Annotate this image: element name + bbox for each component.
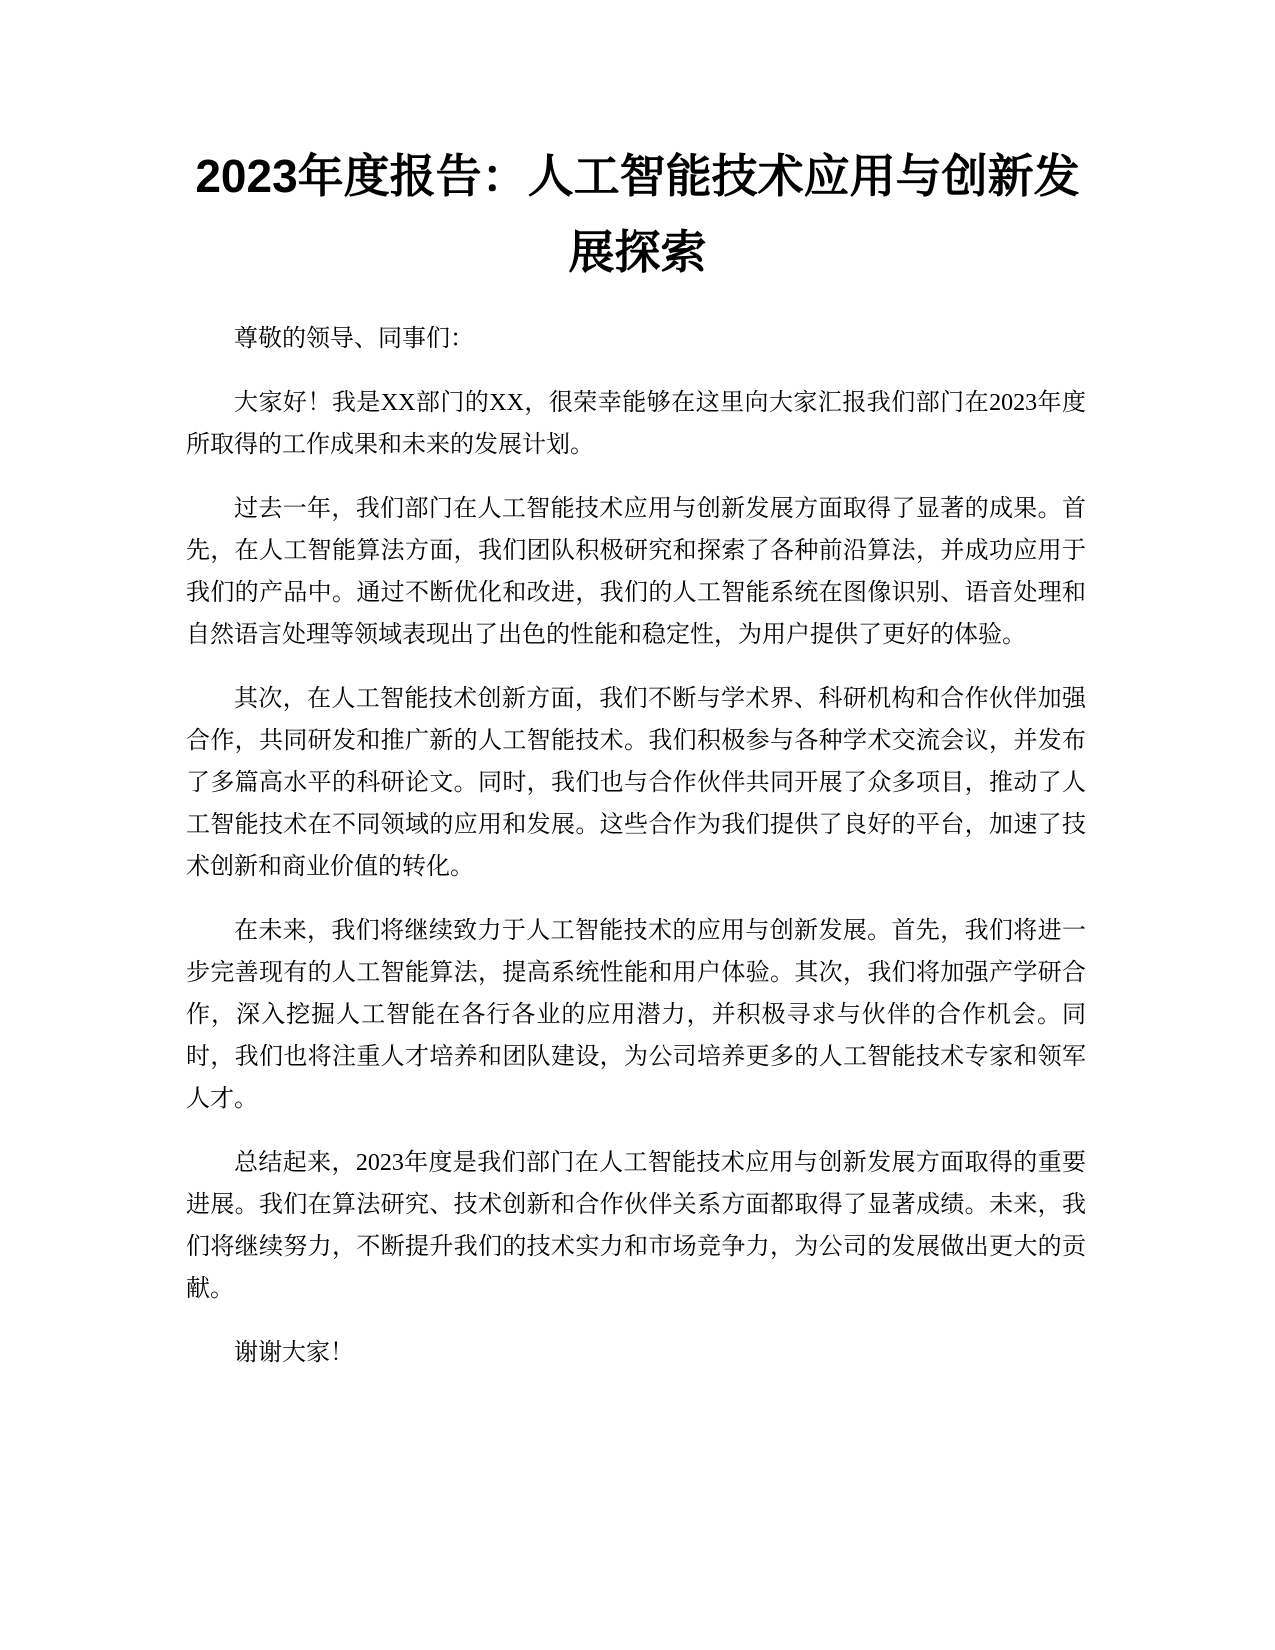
- achievements-paragraph: 过去一年，我们部门在人工智能技术应用与创新发展方面取得了显著的成果。首先，在人工智能算法方面，我们团队积极研究和探索了各种前沿算法，并成功应用于我们的产品中。通过不断优化和改进，我们的人工智能系统在图像识别、语音处理和自然语言处理等领域表现出了出色的性能和稳定性，为用户提供了更好的体验。: [186, 496, 1086, 648]
- salutation-paragraph: 尊敬的领导、同事们：: [234, 326, 474, 352]
- closing-paragraph: 谢谢大家！: [234, 1340, 354, 1366]
- document-title: 2023年度报告：人工智能技术应用与创新发展探索: [195, 150, 1080, 278]
- future-plan-paragraph: 在未来，我们将继续致力于人工智能技术的应用与创新发展。首先，我们将进一步完善现有的人工智能算法，提高系统性能和用户体验。其次，我们将加强产学研合作，深入挖掘人工智能在各行各业的应用潜力，并积极寻求与伙伴的合作机会。同时，我们也将注重人才培养和团队建设，为公司培养更多的人工智能技术专家和领军人才。: [186, 918, 1086, 1112]
- summary-paragraph: 总结起来，2023年度是我们部门在人工智能技术应用与创新发展方面取得的重要进展。我们在算法研究、技术创新和合作伙伴关系方面都取得了显著成绩。未来，我们将继续努力，不断提升我们的技术实力和市场竞争力，为公司的发展做出更大的贡献。: [186, 1150, 1086, 1302]
- greeting-paragraph: 大家好！我是XX部门的XX，很荣幸能够在这里向大家汇报我们部门在2023年度所取得的工作成果和未来的发展计划。: [186, 390, 1086, 458]
- document-body: [186, 318, 1086, 1396]
- innovation-paragraph: 其次，在人工智能技术创新方面，我们不断与学术界、科研机构和合作伙伴加强合作，共同研发和推广新的人工智能技术。我们积极参与各种学术交流会议，并发布了多篇高水平的科研论文。同时，我们也与合作伙伴共同开展了众多项目，推动了人工智能技术在不同领域的应用和发展。这些合作为我们提供了良好的平台，加速了技术创新和商业价值的转化。: [186, 686, 1086, 880]
